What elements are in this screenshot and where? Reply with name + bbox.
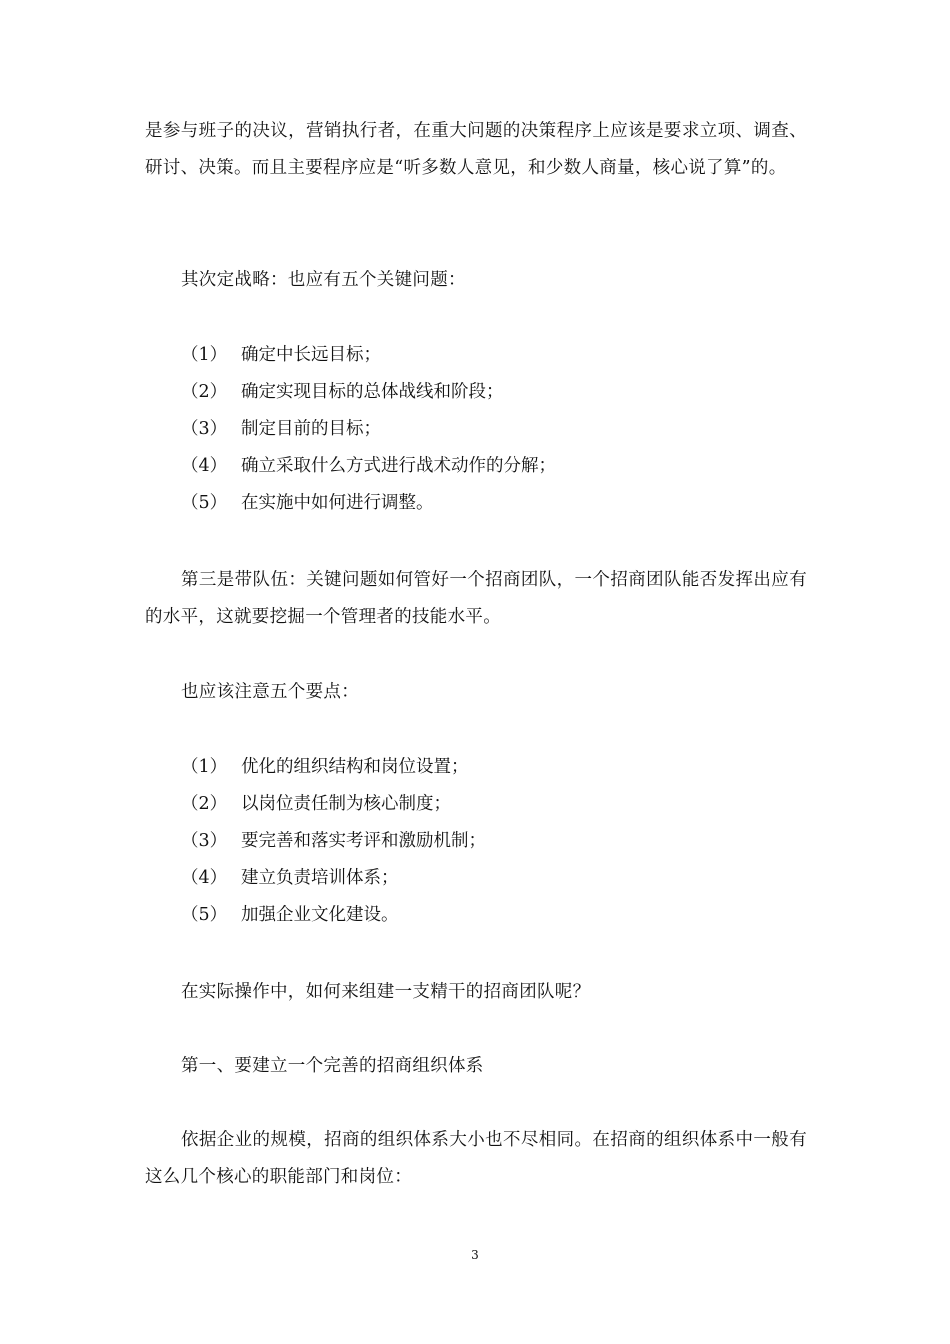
paragraph-points-heading: 也应该注意五个要点：: [181, 682, 359, 702]
strategy-list: [181, 337, 556, 522]
list-item-text: 确立采取什么方式进行战术动作的分解；: [241, 456, 556, 476]
list-item-number: （4）: [181, 456, 228, 476]
list-item-text: 确定中长远目标；: [241, 345, 381, 365]
page-number: 3: [471, 1248, 479, 1262]
list-item-text: 在实施中如何进行调整。: [241, 493, 434, 513]
paragraph-strategy-heading: 其次定战略：也应有五个关键问题：: [181, 270, 466, 290]
list-item-text: 建立负责培训体系；: [241, 868, 399, 888]
list-item-text: 优化的组织结构和岗位设置；: [241, 757, 469, 777]
list-item-number: （2）: [181, 794, 228, 814]
list-item-text: 加强企业文化建设。: [241, 905, 399, 925]
list-item-text: 要完善和落实考评和激励机制；: [241, 831, 486, 851]
paragraph-question: 在实际操作中，如何来组建一支精干的招商团队呢？: [181, 982, 591, 1002]
list-item: [181, 374, 556, 411]
list-item-number: （4）: [181, 868, 228, 888]
list-item-number: （3）: [181, 419, 228, 439]
list-item-text: 以岗位责任制为核心制度；: [241, 794, 451, 814]
list-item: [181, 823, 486, 860]
points-list: [181, 749, 486, 934]
paragraph-decision-process: 是参与班子的决议，营销执行者，在重大问题的决策程序上应该是要求立项、调查、研讨、决策。而且主要程序应是“听多数人意见，和少数人商量，核心说了算”的。: [145, 121, 807, 178]
list-item: [181, 897, 486, 934]
list-item: [181, 485, 556, 522]
list-item-number: （1）: [181, 757, 228, 777]
list-item: [181, 860, 486, 897]
list-item-text: 确定实现目标的总体战线和阶段；: [241, 382, 504, 402]
list-item-text: 制定目前的目标；: [241, 419, 381, 439]
list-item-number: （5）: [181, 493, 228, 513]
list-item: [181, 786, 486, 823]
list-item-number: （1）: [181, 345, 228, 365]
list-item: [181, 411, 556, 448]
list-item: [181, 448, 556, 485]
paragraph-section-first: 第一、要建立一个完善的招商组织体系: [181, 1056, 484, 1076]
list-item: [181, 749, 486, 786]
paragraph-organization: 依据企业的规模，招商的组织体系大小也不尽相同。在招商的组织体系中一般有这么几个核心的职能部门和岗位：: [145, 1130, 807, 1187]
list-item-number: （2）: [181, 382, 228, 402]
list-item-number: （5）: [181, 905, 228, 925]
paragraph-team-leading: 第三是带队伍：关键问题如何管好一个招商团队，一个招商团队能否发挥出应有的水平，这就要挖掘一个管理者的技能水平。: [145, 570, 807, 627]
list-item: [181, 337, 556, 374]
list-item-number: （3）: [181, 831, 228, 851]
